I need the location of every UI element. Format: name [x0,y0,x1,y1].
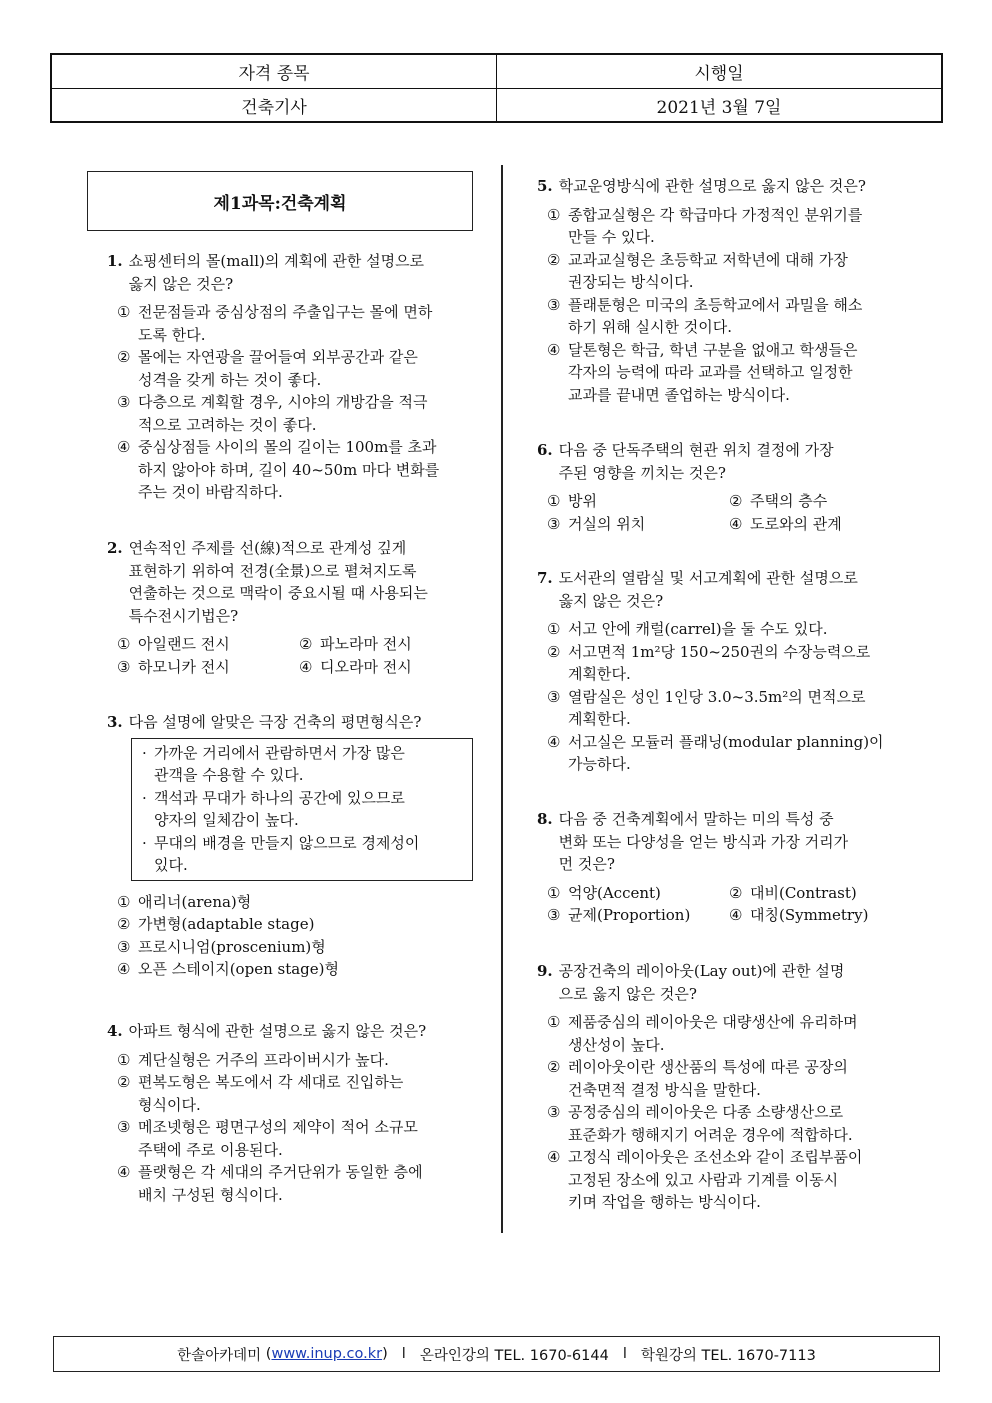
question-number: 3. [107,713,123,731]
option-2[interactable] [729,882,911,905]
option-text: 교과교실형은 초등학교 저학년에 대해 가장 권장되는 방식이다. [568,250,848,291]
option-1[interactable] [537,1011,913,1056]
option-marker: ② [117,1073,131,1091]
option-list [107,1049,482,1207]
option-text: 플래툰형은 미국의 초등학교에서 과밀을 해소 하기 위해 실시한 것이다. [568,295,863,336]
option-text: 레이아웃이란 생산품의 특성에 따른 공장의 건축면적 결정 방식을 말한다. [568,1058,848,1099]
option-3[interactable] [537,686,913,731]
option-4[interactable] [729,513,911,536]
option-text: 프로시니엄(proscenium)형 [138,937,326,956]
option-list [107,891,482,981]
option-marker: ③ [117,393,131,411]
question-9 [537,960,913,1214]
option-marker: ① [117,303,131,321]
question-1 [107,250,482,504]
option-marker: ④ [117,438,131,456]
question-number: 9. [537,962,553,980]
option-marker: ① [117,1050,131,1069]
header-exam-name: 건축기사 [52,89,497,122]
option-2[interactable] [107,346,482,391]
option-2[interactable] [107,913,482,936]
info-item [142,787,464,832]
option-2[interactable] [729,490,911,513]
footer-bar: 한솔아카데미 ( www.inup.co.kr ) l 온라인강의 TEL. 1670-6144 l 학원강의 TEL. 1670-7113 [53,1336,940,1372]
option-marker: ③ [547,295,561,314]
question-text: 학교운영방식에 관한 설명으로 옳지 않은 것은? [558,177,866,195]
option-marker: ④ [117,1163,131,1181]
option-marker: ③ [117,937,131,956]
option-text: 플랫형은 각 세대의 주거단위가 동일한 층에 배치 구성된 형식이다. [138,1163,423,1204]
option-text: 방위 [568,492,597,510]
question-number: 6. [537,441,553,459]
question-number: 8. [537,810,553,828]
option-text: 억양(Accent) [568,883,661,902]
option-4[interactable] [537,731,913,776]
option-marker: ① [117,635,131,653]
question-text: 다음 중 단독주택의 현관 위치 결정에 가장 주된 영향을 끼치는 것은? [558,441,834,482]
option-marker: ① [547,492,561,510]
option-4[interactable] [299,656,481,679]
option-3[interactable] [547,513,729,536]
option-3[interactable] [537,294,913,339]
option-marker: ① [547,883,561,902]
option-4[interactable] [537,339,913,407]
option-4[interactable] [107,1161,482,1206]
option-text: 공정중심의 레이아웃은 다종 소량생산으로 표준화가 행해지기 어려운 경우에 적합하다. [568,1103,853,1144]
question-number: 5. [537,177,553,195]
option-marker: ③ [117,1118,131,1136]
option-3[interactable] [537,1101,913,1146]
option-marker: ② [547,1058,561,1076]
option-marker: ② [729,883,743,902]
option-marker: ④ [117,960,131,978]
option-text: 메조넷형은 평면구성의 제약이 적어 소규모 주택에 주로 이용된다. [138,1118,418,1159]
header-label-exam-type: 자격 종목 [52,55,497,88]
question-text: 공장건축의 레이아웃(Lay out)에 관한 설명 으로 옳지 않은 것은? [558,962,845,1003]
option-marker: ③ [547,906,561,924]
question-number: 1. [107,252,123,270]
option-1[interactable] [537,204,913,249]
option-1[interactable] [117,633,299,656]
question-number: 7. [537,569,553,587]
option-text: 전문점들과 중심상점의 주출입구는 몰에 면하 도록 한다. [138,303,433,344]
option-text: 서고면적 1m²당 150~250권의 수장능력으로 계획한다. [568,642,871,683]
option-list [537,204,913,407]
option-marker: ② [117,348,131,366]
option-text: 디오라마 전시 [320,657,412,676]
header-row-labels [52,55,941,89]
option-3[interactable] [107,1116,482,1161]
question-text: 다음 중 건축계획에서 말하는 미의 특성 중 변화 또는 다양성을 얻는 방식과 가장 거리가 먼 것은? [558,810,849,873]
option-marker: ③ [547,687,561,706]
question-text: 아파트 형식에 관한 설명으로 옳지 않은 것은? [128,1022,427,1040]
option-text: 가변형(adaptable stage) [138,915,315,933]
question-text: 쇼핑센터의 몰(mall)의 계획에 관한 설명으로 옳지 않은 것은? [128,252,425,293]
option-marker: ① [547,1013,561,1031]
question-7 [537,567,913,776]
option-marker: ② [299,635,313,653]
column-divider [501,165,503,1233]
question-3 [107,711,482,981]
question-text: 연속적인 주제를 선(線)적으로 관계성 깊게 표현하기 위하여 전경(全景)으로 펼쳐지도록 연출하는 것으로 맥락이 중요시될 때 사용되는 특수전시기법은? [128,539,428,625]
option-text: 서고실은 모듈러 플래닝(modular planning)이 가능하다. [568,732,884,773]
footer-website-link[interactable]: www.inup.co.kr [271,1346,383,1362]
option-list [537,618,913,776]
option-text: 주택의 층수 [750,492,828,510]
option-marker: ③ [117,657,131,676]
option-1[interactable] [107,1049,482,1072]
option-marker: ② [547,250,561,269]
option-text: 종합교실형은 각 학급마다 가정적인 분위기를 만들 수 있다. [568,205,863,246]
option-3[interactable] [107,391,482,436]
option-text: 열람실은 성인 1인당 3.0~3.5m²의 면적으로 계획한다. [568,687,866,728]
option-text: 도로와의 관계 [750,514,842,533]
option-2[interactable] [537,1056,913,1101]
option-text: 다층으로 계획할 경우, 시야의 개방감을 적극 적으로 고려하는 것이 좋다. [138,393,428,434]
option-text: 서고 안에 캐럴(carrel)을 둘 수도 있다. [568,620,828,638]
option-marker: ③ [547,514,561,533]
info-text: 가까운 거리에서 관람하면서 가장 많은 관객을 수용할 수 있다. [154,743,405,784]
option-text: 파노라마 전시 [320,635,412,653]
info-item [142,832,464,877]
footer-offline-tel: 학원강의 TEL. 1670-7113 [640,1347,816,1364]
option-4[interactable] [107,958,482,981]
option-marker: ② [117,915,131,933]
question-5 [537,175,913,406]
option-text: 제품중심의 레이아웃은 대량생산에 유리하며 생산성이 높다. [568,1013,858,1054]
header-row-values [52,89,941,122]
footer-online-tel: 온라인강의 TEL. 1670-6144 [419,1347,609,1364]
option-list [537,1011,913,1214]
question-6 [537,439,913,535]
option-3[interactable] [107,936,482,959]
option-text: 하모니카 전시 [138,657,230,676]
bullet: · [142,743,147,762]
option-2[interactable] [299,633,481,656]
option-text: 거실의 위치 [568,514,646,533]
option-text: 오픈 스테이지(open stage)형 [138,960,339,978]
option-text: 아일랜드 전시 [138,635,230,653]
question-text: 도서관의 열람실 및 서고계획에 관한 설명으로 옳지 않은 것은? [558,569,858,610]
option-text: 애리너(arena)형 [138,892,252,911]
option-marker: ④ [729,906,743,924]
option-text: 중심상점들 사이의 몰의 길이는 100m를 초과 하지 않아야 하며, 길이 40~50m 마다 변화를 주는 것이 바람직하다. [138,438,440,501]
option-text: 대비(Contrast) [750,883,857,902]
question-number: 2. [107,539,123,557]
header-exam-date: 2021년 3월 7일 [656,98,782,118]
option-2[interactable] [107,1071,482,1116]
option-3[interactable] [117,656,299,679]
option-list [107,301,482,504]
option-4[interactable] [537,1146,913,1214]
option-text: 계단실형은 거주의 프라이버시가 높다. [138,1050,389,1069]
option-marker: ② [729,492,743,510]
option-marker: ④ [547,1148,561,1166]
option-1[interactable] [107,891,482,914]
option-1[interactable] [107,301,482,346]
option-marker: ① [547,205,561,224]
footer-separator: l [401,1346,406,1362]
option-marker: ① [117,892,131,911]
info-text: 객석과 무대가 하나의 공간에 있으므로 양자의 일체감이 높다. [154,788,405,829]
header-label-exam-date: 시행일 [694,64,744,84]
question-4 [107,1020,482,1206]
option-2[interactable] [537,641,913,686]
bullet: · [142,788,147,807]
info-item [142,742,464,787]
option-text: 몰에는 자연광을 끌어들여 외부공간과 같은 성격을 갖게 하는 것이 좋다. [138,348,418,389]
option-4[interactable] [729,904,911,927]
option-list [537,882,913,927]
option-marker: ① [547,620,561,638]
option-2[interactable] [537,249,913,294]
option-1[interactable] [537,618,913,641]
header-table [50,53,943,123]
option-3[interactable] [547,904,729,927]
option-marker: ④ [299,657,313,676]
option-marker: ② [547,642,561,661]
info-box [131,738,473,881]
question-8 [537,808,913,927]
option-text: 고정식 레이아웃은 조선소와 같이 조립부품이 고정된 장소에 있고 사람과 기계를 이동시 키며 작업을 행하는 방식이다. [568,1148,863,1211]
option-marker: ③ [547,1103,561,1121]
option-text: 편복도형은 복도에서 각 세대로 진입하는 형식이다. [138,1073,404,1114]
option-list [537,490,913,535]
option-text: 대칭(Symmetry) [750,906,869,924]
footer-academy: 한솔아카데미 [177,1347,262,1364]
info-text: 무대의 배경을 만들지 않으므로 경제성이 있다. [154,833,420,874]
option-1[interactable] [547,490,729,513]
question-text: 다음 설명에 알맞은 극장 건축의 평면형식은? [128,713,422,731]
bullet: · [142,833,147,852]
option-list [107,633,482,678]
subject-title: 제1과목:건축계획 [87,171,473,231]
option-marker: ④ [547,340,561,359]
question-2 [107,537,482,678]
option-marker: ④ [547,732,561,751]
option-4[interactable] [107,436,482,504]
footer-separator: l [622,1346,627,1362]
option-marker: ④ [729,514,743,533]
option-1[interactable] [547,882,729,905]
option-text: 달톤형은 학급, 학년 구분을 없애고 학생들은 각자의 능력에 따라 교과를 선택하고 일정한 교과를 끝내면 졸업하는 방식이다. [568,340,858,404]
option-text: 균제(Proportion) [568,906,691,924]
question-number: 4. [107,1022,123,1040]
